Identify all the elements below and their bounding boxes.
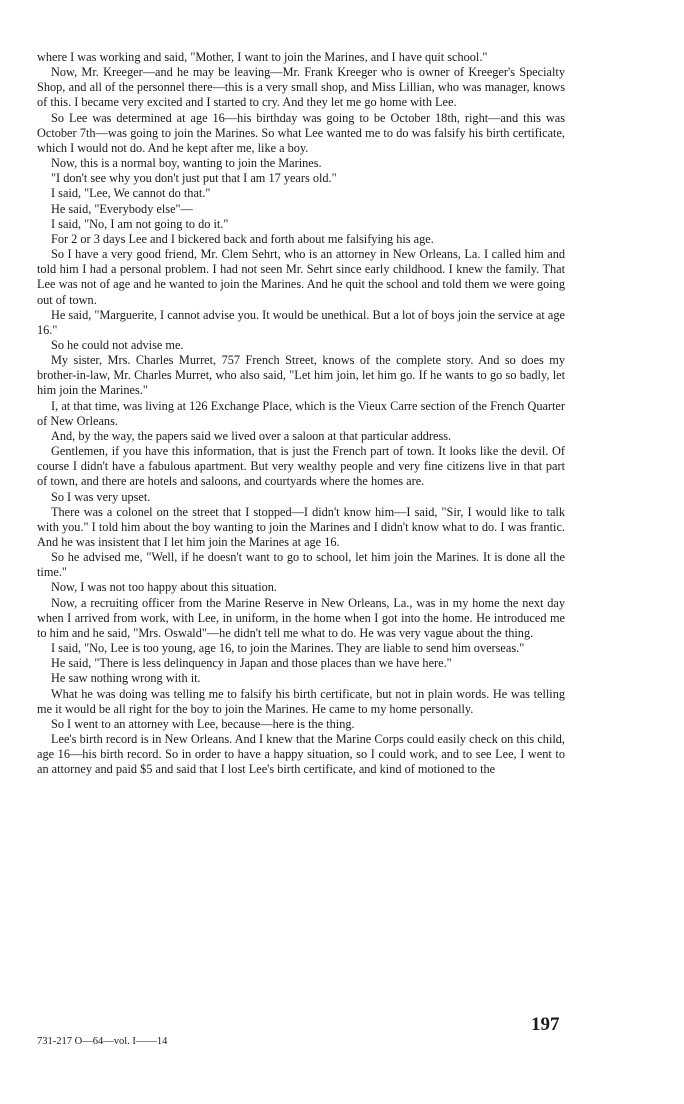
paragraph: So Lee was determined at age 16—his birthday was going to be October 18th, right—and this was October 7th—was going to join the Marines. So what Lee wanted me to do was falsify his birth certificate, which I would not do. And he kept after me, like a boy.	[37, 110, 565, 155]
paragraph: "I don't see why you don't just put that I am 17 years old."	[51, 171, 337, 186]
paragraph: He said, "Everybody else"—	[51, 201, 193, 216]
paragraph: There was a colonel on the street that I stopped—I didn't know him—I said, "Sir, I would like to talk with you." I told him about the boy wanting to join the Marines and I didn't know what to do. I was frantic. And he was insistent that I let him join the Marines at age 16.	[37, 504, 565, 549]
paragraph: He saw nothing wrong with it.	[51, 671, 201, 686]
paragraph: I, at that time, was living at 126 Exchange Place, which is the Vieux Carre section of the French Quarter of New Orleans.	[37, 398, 565, 428]
paragraph: And, by the way, the papers said we lived over a saloon at that particular address.	[51, 428, 452, 443]
paragraph: Now, Mr. Kreeger—and he may be leaving—Mr. Frank Kreeger who is owner of Kreeger's Specialty Shop, and all of the personnel there—this is a very small shop, and Miss Lillian, who was manager, knows of this. I became very excited and I started to cry. And they let me go home with Lee.	[37, 65, 565, 110]
paragraph: Now, I was not too happy about this situation.	[51, 580, 277, 595]
paragraph: I said, "Lee, We cannot do that."	[51, 186, 211, 201]
paragraph: So he could not advise me.	[51, 337, 184, 352]
paragraph: Now, this is a normal boy, wanting to join the Marines.	[51, 156, 322, 171]
paragraph: What he was doing was telling me to falsify his birth certificate, but not in plain words. He was telling me it would be all right for the boy to join the Marines. He came to my home personally.	[37, 686, 565, 716]
page-number: 197	[531, 1014, 560, 1035]
paragraph: He said, "Marguerite, I cannot advise you. It would be unethical. But a lot of boys join the service at age 16."	[37, 307, 565, 337]
paragraph: So I have a very good friend, Mr. Clem Sehrt, who is an attorney in New Orleans, La. I called him and told him I had a personal problem. I had not seen Mr. Sehrt since early childhood. I knew the family. That Lee was not of age and he wanted to join the Marines. And he quit the school and told them we were going out of town.	[37, 247, 565, 307]
footer-print-code: 731-217 O—64—vol. I——14	[37, 1036, 168, 1047]
paragraph: I said, "No, Lee is too young, age 16, to join the Marines. They are liable to send him overseas."	[51, 641, 525, 656]
paragraph: Gentlemen, if you have this information, that is just the French part of town. It looks like the devil. Of course I didn't have a fabulous apartment. But very wealthy people and very fine citizens live in that part of town, and there are hotels and saloons, and courtyards where the homes are.	[37, 444, 565, 489]
paragraph: where I was working and said, "Mother, I want to join the Marines, and I have quit school."	[37, 50, 488, 64]
paragraph: So I was very upset.	[51, 489, 151, 504]
paragraph: For 2 or 3 days Lee and I bickered back and forth about me falsifying his age.	[51, 231, 434, 246]
paragraph: Lee's birth record is in New Orleans. And I knew that the Marine Corps could easily check on this child, age 16—his birth record. So in order to have a happy situation, so I could work, and to see Lee, I went to an attorney and paid $5 and said that I lost Lee's birth certificate, and kind of motioned to the	[37, 732, 565, 777]
paragraph: Now, a recruiting officer from the Marine Reserve in New Orleans, La., was in my home the next day when I arrived from work, with Lee, in uniform, in the home when I got into the home. He introduced me to him and he said, "Mrs. Oswald"—he didn't tell me what to do. He was very vague about the thing.	[37, 595, 565, 640]
paragraph: So I went to an attorney with Lee, because—here is the thing.	[51, 716, 355, 731]
paragraph: My sister, Mrs. Charles Murret, 757 French Street, knows of the complete story. And so does my brother-in-law, Mr. Charles Murret, who also said, "Let him join, let him go. If he wants to go so badly, let him join the Marines."	[37, 353, 565, 398]
paragraph: He said, "There is less delinquency in Japan and those places than we have here."	[51, 656, 452, 671]
paragraph: I said, "No, I am not going to do it."	[51, 216, 229, 231]
body-text	[37, 50, 565, 778]
paragraph: So he advised me, "Well, if he doesn't want to go to school, let him join the Marines. It is done all the time."	[37, 550, 565, 580]
